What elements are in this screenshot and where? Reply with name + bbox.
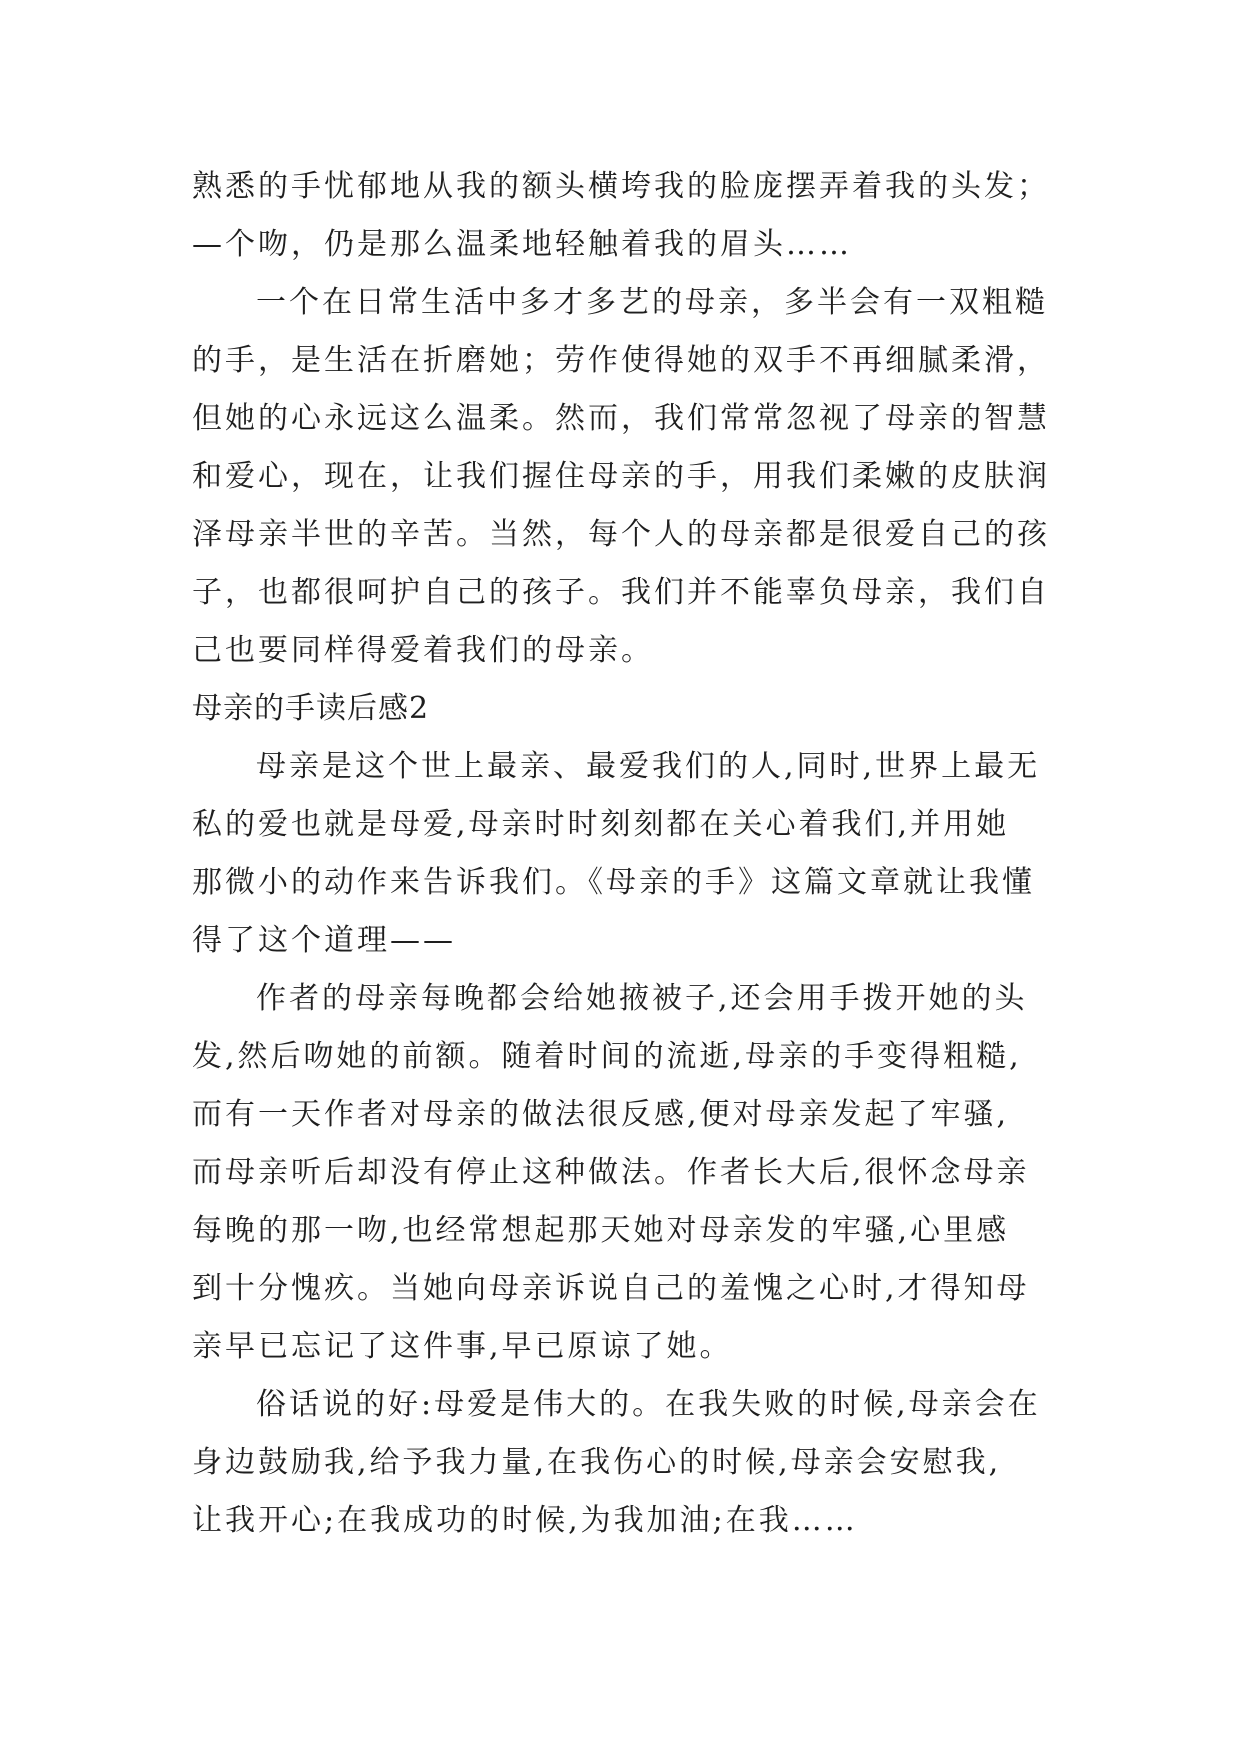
paragraph-line: 己也要同样得爱着我们的母亲。 xyxy=(192,633,654,668)
paragraph-line: 到十分愧疚。当她向母亲诉说自己的羞愧之心时,才得知母 xyxy=(192,1271,1030,1306)
paragraph-line: 泽母亲半世的辛苦。当然，每个人的母亲都是很爱自己的孩 xyxy=(192,517,1050,552)
paragraph-line: 那微小的动作来告诉我们。《母亲的手》这篇文章就让我懂 xyxy=(192,865,1035,900)
paragraph-4 xyxy=(192,970,1062,1376)
paragraph-line: 作者的母亲每晚都会给她掖被子,还会用手拨开她的头 xyxy=(256,981,1028,1016)
paragraph-line: 但她的心永远这么温柔。然而，我们常常忽视了母亲的智慧 xyxy=(192,401,1050,436)
section-title: 母亲的手读后感2 xyxy=(192,691,430,726)
paragraph-line: 而母亲听后却没有停止这种做法。作者长大后,很怀念母亲 xyxy=(192,1155,1030,1190)
paragraph-line: 熟悉的手忧郁地从我的额头横垮我的脸庞摆弄着我的头发； xyxy=(192,169,1050,204)
paragraph-line: 私的爱也就是母爱,母亲时时刻刻都在关心着我们,并用她 xyxy=(192,807,1010,842)
paragraph-5 xyxy=(192,1376,1062,1550)
paragraph-line: 的手，是生活在折磨她；劳作使得她的双手不再细腻柔滑， xyxy=(192,343,1050,378)
paragraph-line: 每晚的那一吻,也经常想起那天她对母亲发的牢骚,心里感 xyxy=(192,1213,1010,1248)
paragraph-line: 和爱心，现在，让我们握住母亲的手，用我们柔嫩的皮肤润 xyxy=(192,459,1050,494)
paragraph-line: 俗话说的好:母爱是伟大的。在我失败的时候,母亲会在 xyxy=(256,1387,1041,1422)
paragraph-line: 让我开心;在我成功的时候,为我加油;在我…… xyxy=(192,1503,858,1538)
paragraph-line: 发,然后吻她的前额。随着时间的流逝,母亲的手变得粗糙, xyxy=(192,1039,1022,1074)
paragraph-3 xyxy=(192,738,1062,970)
paragraph-line: 母亲是这个世上最亲、最爱我们的人,同时,世界上最无 xyxy=(256,749,1041,784)
paragraph-line: 得了这个道理—— xyxy=(192,923,456,958)
paragraph-2 xyxy=(192,274,1062,680)
paragraph-line: —个吻，仍是那么温柔地轻触着我的眉头…… xyxy=(192,227,852,262)
paragraph-1 xyxy=(192,158,1062,274)
paragraph-line: 子，也都很呵护自己的孩子。我们并不能辜负母亲，我们自 xyxy=(192,575,1050,610)
paragraph-line: 一个在日常生活中多才多艺的母亲，多半会有一双粗糙 xyxy=(256,285,1048,320)
paragraph-line: 而有一天作者对母亲的做法很反感,便对母亲发起了牢骚, xyxy=(192,1097,1010,1132)
document-body xyxy=(192,158,1062,1550)
paragraph-line: 亲早已忘记了这件事,早已原谅了她。 xyxy=(192,1329,733,1364)
paragraph-line: 身边鼓励我,给予我力量,在我伤心的时候,母亲会安慰我, xyxy=(192,1445,1002,1480)
